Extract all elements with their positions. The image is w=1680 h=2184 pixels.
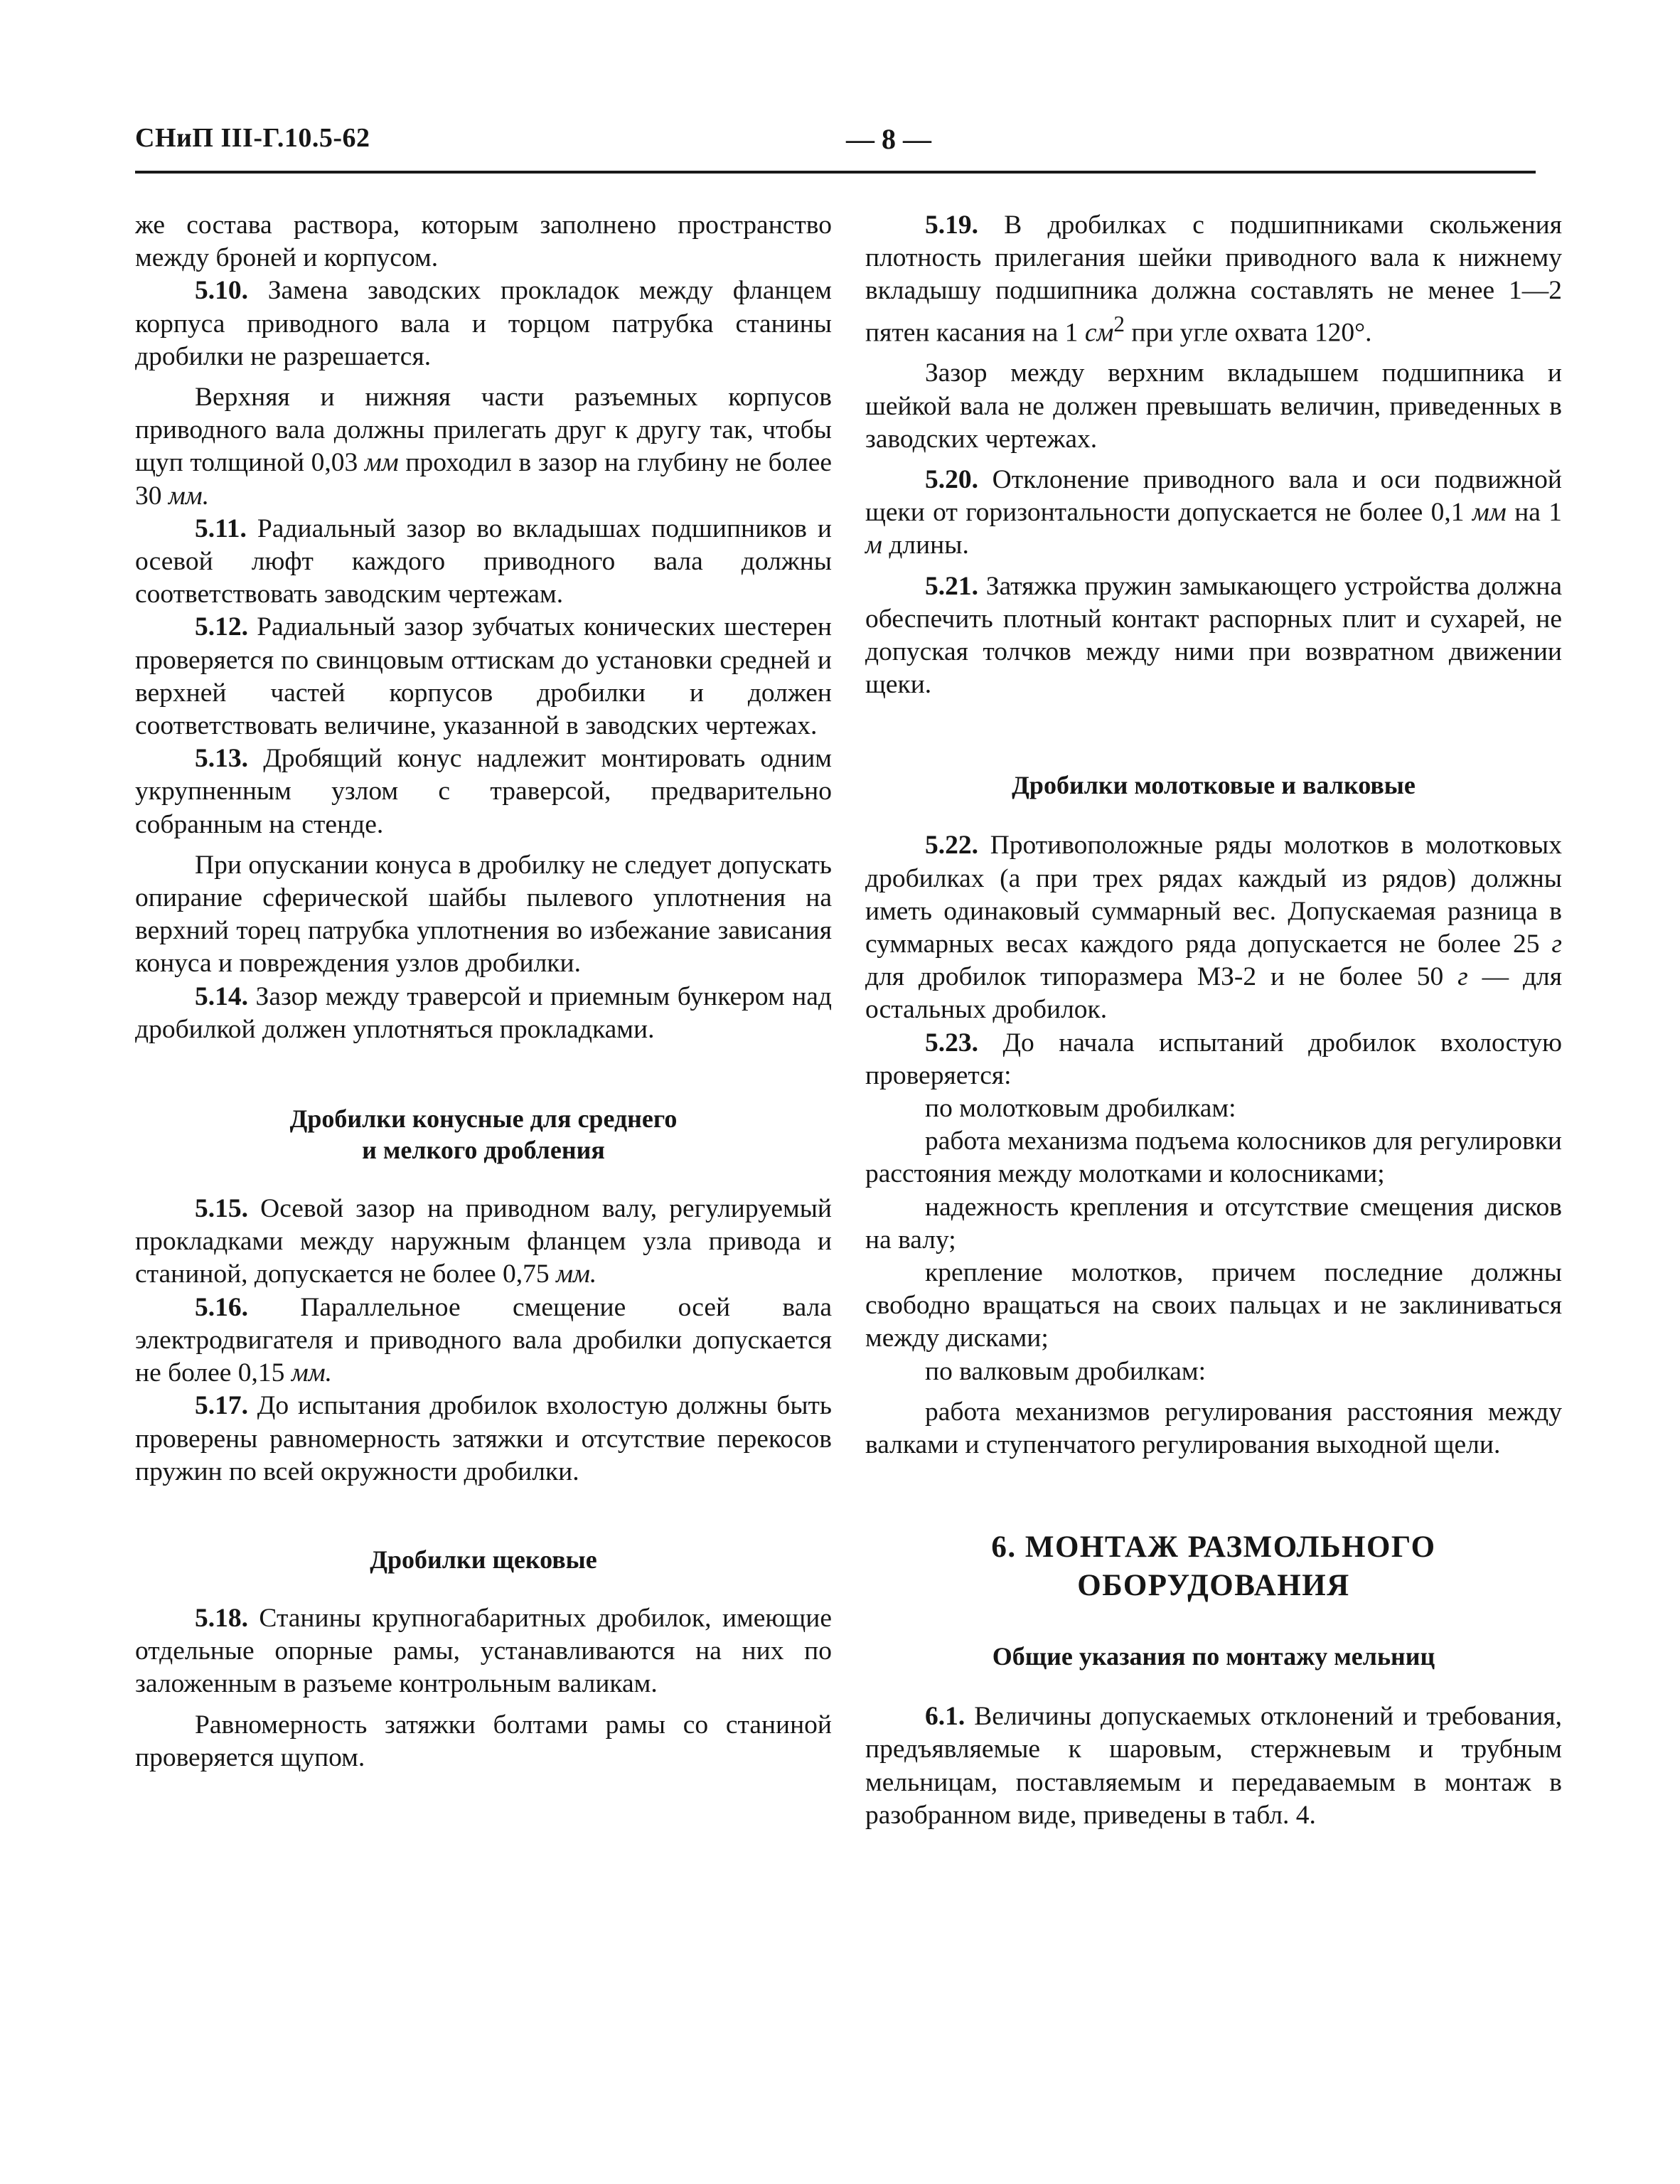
paragraph-number: 5.17. [195,1391,248,1421]
paragraph-5-11: 5.11. Радиальный зазор во вкладышах подшипников и осевой люфт каждого приводного вала должны соответствовать заводским чертежам. [135,513,832,609]
paragraph-continuation: же состава раствора, которым заполнено пространство между броней и корпусом. [135,211,832,273]
paragraph-5-21: 5.21. Затяжка пружин замыкающего устройства должна обеспечить плотный контакт распорных плит и сухарей, не допуская толчков между ними при возвратном движении щеки. [865,571,1563,700]
page-number: — 8 — [846,123,931,155]
unit: мм [364,448,399,478]
paragraph-5-18-b: Равномерность затяжки болтами рамы со станиной проверяется щупом. [135,1710,832,1772]
paragraph-number: 5.10. [195,276,248,306]
paragraph-number: 5.15. [195,1194,248,1224]
paragraph-number: 5.22. [925,831,978,861]
paragraph-number: 5.23. [925,1028,978,1058]
unit: м [865,531,882,560]
paragraph-number: 5.19. [925,211,978,240]
header-rule [135,171,1536,174]
paragraph-5-23: 5.23. До начала испытаний дробилок вхолостую проверяется: [865,1028,1562,1090]
paragraph-5-22: 5.22. Противоположные ряды молотков в молотковых дробилках (а при трех рядах каждый из рядов) должны иметь одинаковый суммарный вес. Допускаемая разница в суммарных весах каждого ряда допускается не более 25 г для дробилок типоразмера МЗ-2 и не более 50 г — для остальных дробилок. [865,831,1563,1025]
paragraph-5-20: 5.20. Отклонение приводного вала и оси подвижной щеки от горизонтальности допускается не более 0,1 мм на 1 м длины. [865,464,1563,560]
paragraph-5-18: 5.18. Станины крупногабаритных дробилок, имеющие отдельные опорные рамы, устанавливаются на них по заложенным в разъеме контрольным валикам. [135,1603,832,1699]
document-code: СНиП III-Г.10.5-62 [135,123,370,153]
list-item: работа механизма подъема колосников для регулировки расстояния между молотками и колосниками; [865,1126,1562,1189]
heading-jaw-crushers: Дробилки щековые [370,1545,597,1574]
unit: мм [1472,498,1507,528]
paragraph-5-19: 5.19. В дробилках с подшипниками скольжения плотность прилегания шейки приводного вала к нижнему вкладышу подшипника должна составлять не менее 1—2 пятен касания на 1 $см^2$ при угле охвата 120°. [865,211,1562,348]
paragraph-number: 5.18. [195,1603,248,1633]
superscript: 2 [1113,311,1125,336]
paragraph-5-13-b: При опускании конуса в дробилку не следует допускать опирание сферической шайбы пылевого уплотнения на верхний торец патрубка уплотнения во избежание зависания конуса и повреждения узлов дробилки. [135,850,832,979]
section-heading-6: 6. МОНТАЖ РАЗМОЛЬНОГО ОБОРУДОВАНИЯ [991,1530,1436,1603]
heading-hammer-roll-crushers: Дробилки молотковые и валковые [1012,771,1416,800]
unit: мм. [168,481,210,511]
list-item: по молотковым дробилкам: [925,1093,1236,1123]
paragraph-5-19-b: Зазор между верхним вкладышем подшипника и шейкой вала не должен превышать величин, приведенных в заводских чертежах. [865,358,1562,454]
unit: мм. [291,1358,333,1388]
heading-mills-general: Общие указания по монтажу мельниц [992,1642,1435,1671]
paragraph-number: 5.14. [195,981,248,1011]
list-item: работа механизмов регулирования расстояния между валками и ступенчатого регулирования выходной щели. [865,1397,1562,1459]
paragraph-5-15: 5.15. Осевой зазор на приводном валу, регулируемый прокладками между наружным фланцем узла привода и станиной, допускается не более 0,75 мм. [135,1194,833,1289]
right-column [865,209,1562,1832]
list-item: по валковым дробилкам: [925,1356,1207,1386]
paragraph-number: 5.13. [195,744,248,774]
paragraph-5-17: 5.17. До испытания дробилок вхолостую должны быть проверены равномерность затяжки и отсутствие перекосов пружин по всей окружности дробилки. [135,1391,833,1486]
paragraph-5-13: 5.13. Дробящий конус надлежит монтировать одним укрупненным узлом с траверсой, предварительно собранным на стенде. [135,744,833,839]
paragraph-number: 5.20. [925,464,978,494]
paragraph-5-12: 5.12. Радиальный зазор зубчатых конических шестерен проверяется по свинцовым оттискам до установки средней и верхней частей корпусов дробилки и должен соответствовать величине, указанной в заводских чертежах. [135,612,832,741]
paragraph-number: 5.11. [195,513,247,543]
paragraph-number: 6.1. [925,1702,965,1732]
page-header [135,122,1557,165]
paragraph-number: 5.16. [195,1292,248,1322]
paragraph-number: 5.21. [925,571,978,601]
unit: г [1457,962,1468,992]
paragraph-5-16: 5.16. Параллельное смещение осей вала электродвигателя и приводного вала дробилки допускается не более 0,15 мм. [135,1292,832,1388]
heading-cone-crushers: Дробилки конусные для среднего и мелкого дробления [289,1104,678,1165]
paragraph-5-10: 5.10. Замена заводских прокладок между фланцем корпуса приводного вала и торцом патрубка станины дробилки не разрешается. [135,276,832,371]
left-column [135,209,832,1774]
list-item: надежность крепления и отсутствие смещения дисков на валу; [865,1192,1562,1255]
paragraph-5-14: 5.14. Зазор между траверсой и приемным бункером над дробилкой должен уплотняться прокладками. [135,981,833,1044]
paragraph-5-10-b: Верхняя и нижняя части разъемных корпусов приводного вала должны прилегать друг к другу так, чтобы щуп толщиной 0,03 мм проходил в зазор на глубину не более 30 мм. [135,383,833,511]
unit: см [1084,318,1114,348]
list-item: крепление молотков, причем последние должны свободно вращаться на своих пальцах и не заклиниваться между дисками; [865,1257,1562,1353]
paragraph-number: 5.12. [195,612,248,642]
unit: г [1551,929,1563,959]
paragraph-6-1: 6.1. Величины допускаемых отклонений и требования, предъявляемые к шаровым, стержневым и трубным мельницам, поставляемым и передаваемым в монтаж в разобранном виде, приведены в табл. 4. [865,1702,1562,1830]
unit: мм. [556,1259,597,1289]
